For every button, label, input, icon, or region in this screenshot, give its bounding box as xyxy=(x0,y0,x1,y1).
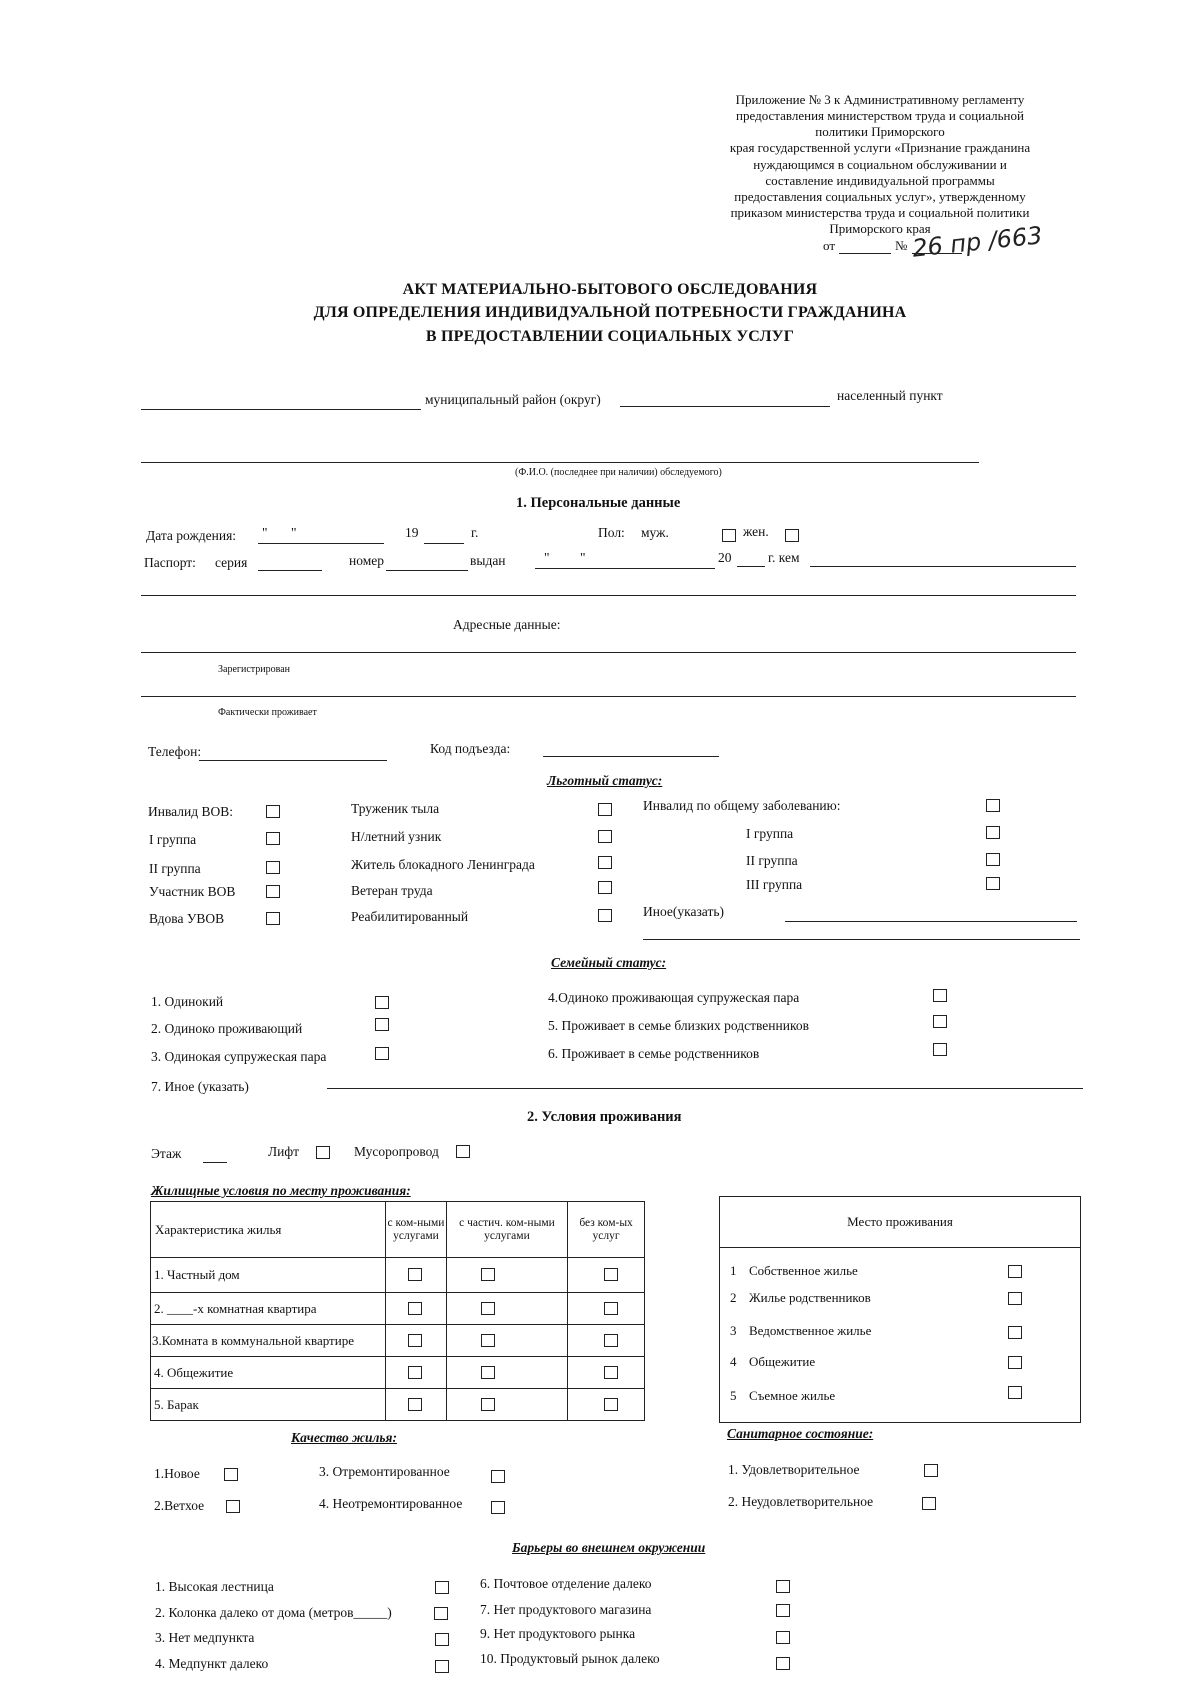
chute-checkbox[interactable] xyxy=(456,1145,470,1158)
housing-quality-title: Качество жилья: xyxy=(291,1430,398,1445)
place-number: 1 xyxy=(730,1263,737,1278)
benefit-checkbox[interactable] xyxy=(266,805,280,818)
place-number: 4 xyxy=(730,1354,737,1369)
benefit-item: Участник ВОВ xyxy=(149,884,236,899)
family-checkbox[interactable] xyxy=(375,1018,389,1031)
housing-cell xyxy=(568,1389,645,1421)
benefit-item: Инвалид ВОВ: xyxy=(148,804,233,819)
sanitary-item: 2. Неудовлетворительное xyxy=(728,1494,874,1509)
sanitary-condition-title: Санитарное состояние: xyxy=(727,1426,874,1441)
benefit-checkbox[interactable] xyxy=(598,856,612,869)
place-of-residence-table xyxy=(719,1196,1081,1423)
birth-year-field[interactable] xyxy=(424,543,464,544)
sanitary-checkbox[interactable] xyxy=(924,1464,938,1477)
place-checkboxes xyxy=(980,1248,1081,1423)
sex-male-checkbox[interactable] xyxy=(722,529,736,542)
barrier-checkbox[interactable] xyxy=(776,1631,790,1644)
disability-group-label: III группа xyxy=(746,877,803,892)
housing-col-header: с частич. ком-ными услугами xyxy=(446,1202,567,1258)
order-date-line[interactable] xyxy=(839,253,891,254)
housing-row-label: 5. Барак xyxy=(151,1389,386,1421)
family-status-title: Семейный статус: xyxy=(551,955,667,970)
family-checkbox[interactable] xyxy=(375,1047,389,1060)
benefit-checkbox[interactable] xyxy=(266,832,280,845)
barrier-checkbox[interactable] xyxy=(776,1580,790,1593)
housing-checkbox[interactable] xyxy=(604,1268,618,1281)
fio-caption: (Ф.И.О. (последнее при наличии) обследуемого) xyxy=(515,467,722,478)
issued-quote-open: " xyxy=(544,550,550,565)
barrier-item: 2. Колонка далеко от дома (метров_____) xyxy=(155,1605,392,1620)
housing-table-header xyxy=(151,1202,645,1258)
address-label: Адресные данные: xyxy=(453,617,561,632)
appendix-line: приказом министерства труда и социальной политики xyxy=(730,205,1030,220)
benefit-checkbox[interactable] xyxy=(598,909,612,922)
passport-series-label: серия xyxy=(215,555,248,570)
family-checkbox[interactable] xyxy=(933,1043,947,1056)
benefit-checkbox[interactable] xyxy=(266,861,280,874)
quote-open: " xyxy=(262,525,268,540)
quality-item: 3. Отремонтированное xyxy=(319,1464,450,1479)
table-row xyxy=(151,1357,645,1389)
place-checkbox[interactable] xyxy=(1008,1265,1022,1278)
quality-checkbox[interactable] xyxy=(491,1470,505,1483)
barrier-item: 6. Почтовое отделение далеко xyxy=(480,1576,652,1591)
housing-cell xyxy=(386,1357,447,1389)
birth-year-prefix: 19 xyxy=(405,525,419,540)
registered-caption: Зарегистрирован xyxy=(218,664,291,675)
housing-checkbox[interactable] xyxy=(408,1268,422,1281)
order-date-prefix: от xyxy=(823,238,836,253)
barrier-checkbox[interactable] xyxy=(434,1607,448,1620)
family-item: 1. Одинокий xyxy=(151,994,224,1009)
document-title-line3: В ПРЕДОСТАВЛЕНИИ СОЦИАЛЬНЫХ УСЛУГ xyxy=(425,328,795,345)
passport-label: Паспорт: xyxy=(144,555,196,570)
housing-cell xyxy=(568,1325,645,1357)
housing-checkbox[interactable] xyxy=(604,1302,618,1315)
passport-issued-label: выдан xyxy=(470,553,506,568)
family-other-field[interactable] xyxy=(327,1088,1083,1089)
district-label: муниципальный район (округ) xyxy=(425,392,601,407)
quality-item: 1.Новое xyxy=(154,1466,200,1481)
barrier-item: 7. Нет продуктового магазина xyxy=(480,1602,652,1617)
benefit-checkbox[interactable] xyxy=(266,912,280,925)
place-list xyxy=(720,1248,981,1423)
housing-col-header: с ком-ными услугами xyxy=(386,1202,447,1258)
place-item: Ведомственное жилье xyxy=(749,1323,872,1338)
appendix-line: Приложение № 3 к Административному регламенту xyxy=(735,92,1025,107)
barriers-title: Барьеры во внешнем окружении xyxy=(512,1540,706,1555)
table-row xyxy=(151,1293,645,1325)
benefit-other-field-continued[interactable] xyxy=(643,939,1080,940)
benefit-item: II группа xyxy=(149,861,201,876)
benefit-checkbox[interactable] xyxy=(598,830,612,843)
benefit-checkbox[interactable] xyxy=(598,881,612,894)
barrier-checkbox[interactable] xyxy=(435,1581,449,1594)
floor-field[interactable] xyxy=(203,1162,227,1163)
actual-address-field[interactable] xyxy=(141,696,1076,697)
place-table-body xyxy=(720,1248,1081,1423)
family-item: 6. Проживает в семье родственников xyxy=(548,1046,760,1061)
family-checkbox[interactable] xyxy=(375,996,389,1009)
benefit-status-title: Льготный статус: xyxy=(547,773,663,788)
family-item: 4.Одиноко проживающая супружеская пара xyxy=(548,990,800,1005)
benefit-other-field[interactable] xyxy=(785,921,1077,922)
issued-quote-close: " xyxy=(580,550,586,565)
housing-checkbox[interactable] xyxy=(604,1334,618,1347)
benefit-item: I группа xyxy=(149,832,197,847)
benefit-other-label: Иное(указать) xyxy=(643,904,724,919)
housing-cell xyxy=(568,1258,645,1293)
benefit-item: Н/летний узник xyxy=(351,829,442,844)
passport-issued-date-field[interactable] xyxy=(535,568,715,569)
quality-item: 2.Ветхое xyxy=(154,1498,205,1513)
barrier-item: 4. Медпункт далеко xyxy=(155,1656,269,1671)
housing-col-header: Характеристика жилья xyxy=(151,1202,386,1258)
barrier-checkbox[interactable] xyxy=(776,1657,790,1670)
appendix-line: края государственной услуги «Признание гражданина xyxy=(729,140,1031,155)
phone-label: Телефон: xyxy=(148,744,202,759)
settlement-label: населенный пункт xyxy=(837,388,943,403)
barrier-item: 3. Нет медпункта xyxy=(155,1630,255,1645)
sex-female-checkbox[interactable] xyxy=(785,529,799,542)
place-item: Собственное жилье xyxy=(749,1263,858,1278)
quote-close: " xyxy=(291,525,297,540)
place-item: Общежитие xyxy=(749,1354,816,1369)
place-header: Место проживания xyxy=(720,1197,1081,1248)
appendix-line: политики Приморского xyxy=(815,124,945,139)
issued-by-field[interactable] xyxy=(810,566,1076,567)
phone-field[interactable] xyxy=(199,760,387,761)
benefit-item: Ветеран труда xyxy=(351,883,433,898)
place-checkbox[interactable] xyxy=(1008,1292,1022,1305)
housing-cell xyxy=(446,1258,567,1293)
disability-group-checkbox[interactable] xyxy=(986,853,1000,866)
disability-group-checkbox[interactable] xyxy=(986,826,1000,839)
place-checkbox[interactable] xyxy=(1008,1326,1022,1339)
benefit-checkbox[interactable] xyxy=(266,885,280,898)
registered-address-field[interactable] xyxy=(141,652,1076,653)
place-item: Съемное жилье xyxy=(749,1388,836,1403)
general-disability-checkbox[interactable] xyxy=(986,799,1000,812)
sex-male-label: муж. xyxy=(641,525,669,540)
lift-label: Лифт xyxy=(268,1144,300,1159)
barrier-checkbox[interactable] xyxy=(776,1604,790,1617)
place-checkbox[interactable] xyxy=(1008,1356,1022,1369)
housing-col-header: без ком-ых услуг xyxy=(568,1202,645,1258)
housing-cell xyxy=(446,1325,567,1357)
benefit-checkbox[interactable] xyxy=(598,803,612,816)
quality-checkbox[interactable] xyxy=(491,1501,505,1514)
passport-series-field[interactable] xyxy=(258,570,322,571)
barrier-checkbox[interactable] xyxy=(435,1660,449,1673)
birth-date-label: Дата рождения: xyxy=(146,528,237,543)
disability-group-checkbox[interactable] xyxy=(986,877,1000,890)
appendix-line: предоставления социальных услуг», утвержденному xyxy=(734,189,1026,204)
barrier-item: 9. Нет продуктового рынка xyxy=(480,1626,636,1641)
entrance-code-field[interactable] xyxy=(543,756,719,757)
issued-year-field[interactable] xyxy=(737,566,765,567)
issued-by-field-continued[interactable] xyxy=(141,595,1076,596)
housing-cell xyxy=(446,1389,567,1421)
floor-label: Этаж xyxy=(151,1146,182,1161)
barrier-item: 1. Высокая лестница xyxy=(155,1579,274,1594)
place-number: 3 xyxy=(730,1323,737,1338)
housing-cell xyxy=(568,1293,645,1325)
appendix-line: предоставления министерством труда и социальной xyxy=(736,108,1024,123)
family-item: 5. Проживает в семье близких родственников xyxy=(548,1018,809,1033)
issued-year-prefix: 20 xyxy=(718,550,732,565)
birth-day-month-field[interactable] xyxy=(258,543,384,544)
barrier-item: 10. Продуктовый рынок далеко xyxy=(480,1651,660,1666)
settlement-field[interactable] xyxy=(620,406,830,407)
birth-year-suffix: г. xyxy=(471,525,479,540)
document-title-line1: АКТ МАТЕРИАЛЬНО-БЫТОВОГО ОБСЛЕДОВАНИЯ xyxy=(402,281,818,298)
place-checkbox[interactable] xyxy=(1008,1386,1022,1399)
housing-row-label: 2. ____-х комнатная квартира xyxy=(151,1293,386,1325)
document-title-line2: ДЛЯ ОПРЕДЕЛЕНИЯ ИНДИВИДУАЛЬНОЙ ПОТРЕБНОСТИ ГРАЖДАНИНА xyxy=(313,304,907,321)
sex-female-label: жен. xyxy=(743,524,769,539)
district-field[interactable] xyxy=(141,409,421,410)
sex-label: Пол: xyxy=(598,525,625,540)
lift-checkbox[interactable] xyxy=(316,1146,330,1159)
actual-address-caption: Фактически проживает xyxy=(218,707,317,718)
benefit-item: Вдова УВОВ xyxy=(149,911,225,926)
quality-checkbox[interactable] xyxy=(224,1468,238,1481)
disability-group-label: I группа xyxy=(746,826,794,841)
order-number-prefix: № xyxy=(895,238,908,253)
place-number: 2 xyxy=(730,1290,737,1305)
place-item: Жилье родственников xyxy=(749,1290,871,1305)
appendix-line: составление индивидуальной программы xyxy=(765,173,995,188)
housing-cell xyxy=(568,1357,645,1389)
housing-cell xyxy=(446,1293,567,1325)
housing-cell xyxy=(386,1389,447,1421)
appendix-line: Приморского края xyxy=(829,221,931,236)
issued-by-label: г. кем xyxy=(768,550,800,565)
housing-checkbox[interactable] xyxy=(481,1366,495,1379)
barrier-checkbox[interactable] xyxy=(435,1633,449,1646)
housing-checkbox[interactable] xyxy=(481,1302,495,1315)
fio-field[interactable] xyxy=(141,462,979,463)
quality-item: 4. Неотремонтированное xyxy=(319,1496,463,1511)
benefit-item: Житель блокадного Ленинграда xyxy=(351,857,535,872)
handwritten-order-number: 26 пр /663 xyxy=(910,221,1044,263)
table-row xyxy=(151,1325,645,1357)
place-table-header xyxy=(720,1197,1081,1248)
table-row xyxy=(151,1258,645,1293)
passport-number-label: номер xyxy=(349,553,385,568)
sanitary-item: 1. Удовлетворительное xyxy=(728,1462,860,1477)
chute-label: Мусоропровод xyxy=(354,1144,439,1159)
housing-conditions-title: Жилищные условия по месту проживания: xyxy=(151,1183,411,1198)
housing-cell xyxy=(446,1357,567,1389)
housing-cell xyxy=(386,1258,447,1293)
housing-checkbox[interactable] xyxy=(604,1398,618,1411)
family-item: 3. Одинокая супружеская пара xyxy=(151,1049,327,1064)
housing-checkbox[interactable] xyxy=(408,1398,422,1411)
housing-checkbox[interactable] xyxy=(481,1268,495,1281)
disability-group-label: II группа xyxy=(746,853,798,868)
general-disability-label: Инвалид по общему заболеванию: xyxy=(643,798,841,813)
section-personal-title: 1. Персональные данные xyxy=(516,495,681,511)
quality-checkbox[interactable] xyxy=(226,1500,240,1513)
benefit-item: Реабилитированный xyxy=(351,909,469,924)
family-checkbox[interactable] xyxy=(933,989,947,1002)
housing-row-label: 1. Частный дом xyxy=(151,1258,386,1293)
passport-number-field[interactable] xyxy=(386,570,468,571)
housing-cell xyxy=(386,1325,447,1357)
housing-checkbox[interactable] xyxy=(481,1398,495,1411)
housing-checkbox[interactable] xyxy=(408,1302,422,1315)
housing-row-label: 3.Комната в коммунальной квартире xyxy=(151,1325,386,1357)
appendix-line: нуждающимся в социальном обслуживании и xyxy=(753,157,1007,172)
housing-checkbox[interactable] xyxy=(604,1366,618,1379)
housing-checkbox[interactable] xyxy=(408,1366,422,1379)
housing-checkbox[interactable] xyxy=(408,1334,422,1347)
family-item: 2. Одиноко проживающий xyxy=(151,1021,303,1036)
housing-row-label: 4. Общежитие xyxy=(151,1357,386,1389)
housing-cell xyxy=(386,1293,447,1325)
housing-table xyxy=(150,1201,645,1421)
family-other-label: 7. Иное (указать) xyxy=(151,1079,249,1094)
benefit-item: Труженик тыла xyxy=(351,801,440,816)
table-row xyxy=(151,1389,645,1421)
place-number: 5 xyxy=(730,1388,737,1403)
section-living-title: 2. Условия проживания xyxy=(527,1109,682,1125)
housing-checkbox[interactable] xyxy=(481,1334,495,1347)
family-checkbox[interactable] xyxy=(933,1015,947,1028)
sanitary-checkbox[interactable] xyxy=(922,1497,936,1510)
entrance-code-label: Код подъезда: xyxy=(430,741,511,756)
